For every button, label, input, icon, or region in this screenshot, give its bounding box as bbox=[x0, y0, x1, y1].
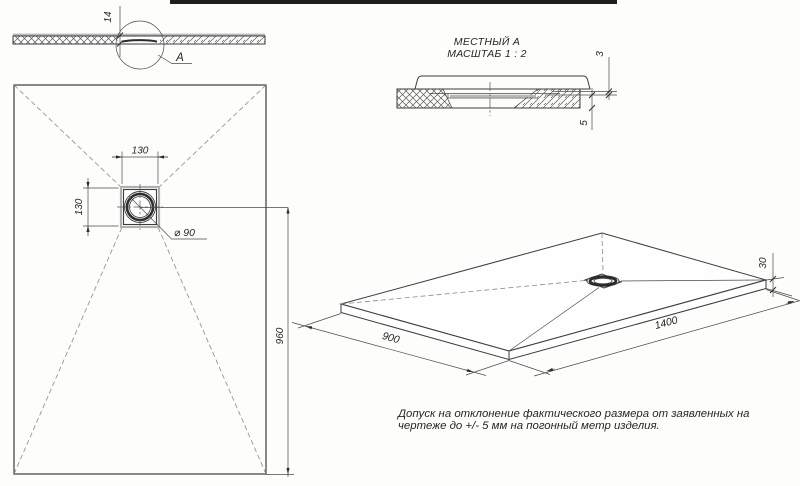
dim-drain-height-label: 130 bbox=[74, 198, 85, 216]
dim-height-label: 30 bbox=[758, 257, 769, 269]
detail-callout-circle bbox=[116, 21, 164, 69]
dim-drain-width-label: 130 bbox=[131, 145, 149, 157]
detail-view bbox=[397, 35, 617, 130]
cropped-title-bar bbox=[170, 0, 617, 4]
detail-scale: МАСШТАБ 1 : 2 bbox=[447, 48, 527, 60]
dim-top-label: 3 bbox=[595, 51, 606, 57]
dim-to-drain-label: 960 bbox=[275, 327, 286, 345]
plan-view bbox=[14, 85, 294, 477]
detail-callout-label: A bbox=[176, 52, 184, 64]
dim-bottom-label: 5 bbox=[579, 120, 590, 126]
hatch-right bbox=[160, 37, 265, 44]
crosshatch-left bbox=[14, 37, 118, 44]
note-line-2: чертеже до +/- 5 мм на погонный метр изделия. bbox=[398, 420, 660, 432]
tolerance-note bbox=[396, 408, 750, 432]
isometric-view bbox=[292, 233, 800, 376]
dim-width-label: 900 bbox=[380, 329, 401, 347]
section-view bbox=[13, 6, 265, 69]
crosshatch-zone bbox=[397, 89, 452, 108]
tray-outline-plan bbox=[14, 85, 266, 474]
dim-length-label: 1400 bbox=[653, 314, 680, 333]
dim-thickness-label: 14 bbox=[103, 11, 114, 23]
tray-cap-section bbox=[415, 76, 590, 89]
tray-top-face bbox=[341, 233, 766, 351]
dim-drain-diameter-label: ⌀ 90 bbox=[174, 227, 195, 239]
drain-plate-section bbox=[122, 40, 157, 41]
detail-title: МЕСТНЫЙ А bbox=[453, 36, 521, 48]
note-line-1: Допуск на отклонение фактического размера от заявленных на bbox=[398, 408, 750, 420]
